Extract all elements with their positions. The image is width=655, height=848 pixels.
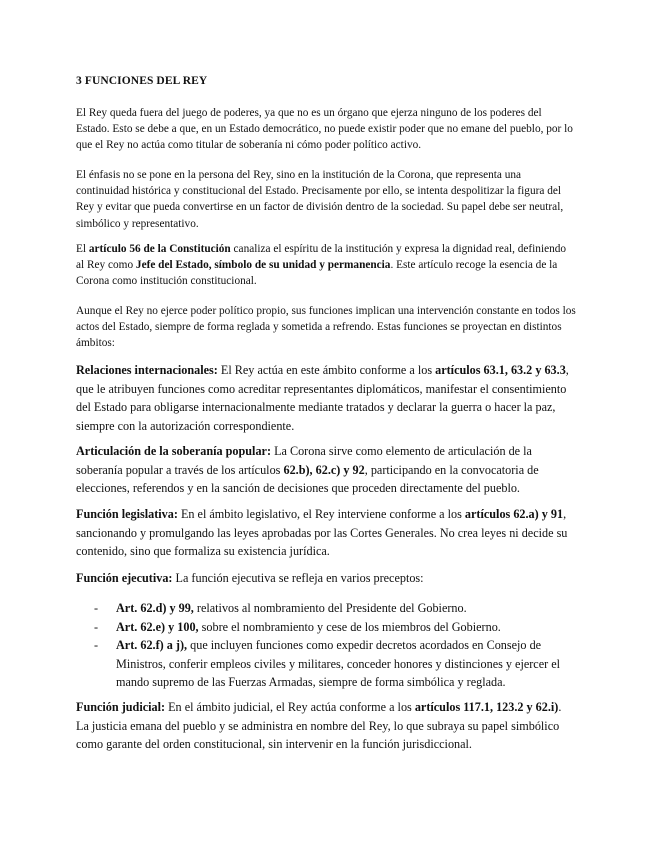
bold-run: Relaciones internacionales: xyxy=(76,363,218,377)
list-item xyxy=(76,636,576,692)
text-run: . Este artículo recoge la esencia de la Corona como institución constitucional. xyxy=(76,259,558,288)
bold-run: artículos 63.1, 63.2 y 63.3 xyxy=(435,363,566,377)
text-run: canaliza el espíritu de la institución y expresa la dignidad real, definiendo al Rey como xyxy=(76,243,567,272)
text-run: El xyxy=(76,243,89,255)
text-run: La función ejecutiva se refleja en varios preceptos: xyxy=(172,571,424,585)
dash-bullet: - xyxy=(94,619,99,634)
bold-run: Art. 62.d) y 99, xyxy=(116,601,194,615)
dash-bullet: - xyxy=(94,638,99,652)
paragraph-funcion-judicial xyxy=(76,698,576,754)
text-run: En el ámbito legislativo, el Rey interviene conforme a los xyxy=(177,507,465,521)
paragraph-intro: El Rey queda fuera del juego de poderes, ya que no es un órgano que ejerza ninguno de los poderes del Estado. Esto se debe a que, en un Estado democrático, no puede existir poder que no emane del pueblo, por lo que el Rey no actúa como titular de soberanía ni cómo poder político activo. xyxy=(76,107,573,152)
dash-bullet: - xyxy=(94,601,99,615)
text-run: relativos al nombramiento del Presidente del Gobierno. xyxy=(193,601,467,615)
bold-run: artículos 62.a) y 91 xyxy=(464,507,564,521)
text-run: La Corona sirve como elemento de articulación de la soberanía popular a través de los artículos xyxy=(76,444,532,477)
bold-run: Articulación de la soberanía popular: xyxy=(76,444,272,458)
text-run: , participando en la convocatoria de elecciones, referendos y en la sanción de decisiones que proceden directamente del pueblo. xyxy=(76,462,539,495)
text-run: , sancionando y promulgando las leyes aprobadas por las Cortes Generales. No crea leyes ni decide su contenido, sino que formaliza su existencia jurídica. xyxy=(76,507,568,558)
bold-run: 62.b), 62.c) y 92 xyxy=(283,462,365,477)
bold-run: artículos 117.1, 123.2 y 62.i) xyxy=(414,700,559,714)
bold-run: artículo 56 de la Constitución xyxy=(88,243,231,255)
bold-run: Art. 62.f) a j), xyxy=(116,638,188,652)
text-run: El Rey actúa en este ámbito conforme a los xyxy=(217,363,436,377)
section-heading: 3 FUNCIONES DEL REY xyxy=(76,75,208,87)
paragraph-corona: El énfasis no se pone en la persona del Rey, sino en la institución de la Corona, que representa una continuidad histórica y constitucional del Estado. Precisamente por ello, se intenta despolitizar la figura del Rey y evitar que pueda convertirse en un factor de división dentro de la sociedad. Su papel debe ser neutral, simbólico y representativo. xyxy=(76,169,564,230)
text-run: , que le atribuyen funciones como acreditar representantes diplomáticos, manifestar el consentimiento del Estado para obligarse internacionalmente mediante tratados y declarar la guerra o hacer la paz, siempre con la autorización correspondiente. xyxy=(76,363,569,433)
text-run: sobre el nombramiento y cese de los miembros del Gobierno. xyxy=(198,619,501,634)
bold-run: Jefe del Estado, símbolo de su unidad y permanencia xyxy=(135,259,391,272)
bold-run: Función ejecutiva: xyxy=(76,571,173,585)
bold-run: Función legislativa: xyxy=(76,507,178,521)
bold-run: Art. 62.e) y 100, xyxy=(116,619,199,634)
list-item xyxy=(76,618,576,637)
bold-run: Función judicial: xyxy=(76,700,166,714)
paragraph-funciones: Aunque el Rey no ejerce poder político propio, sus funciones implican una intervención constante en todos los actos del Estado, siempre de forma reglada y sometida a refrendo. Estas funciones se proyectan en distintos ámbitos: xyxy=(76,305,576,350)
paragraph-articulo-56 xyxy=(76,241,576,290)
list-item xyxy=(76,599,576,618)
paragraph-relaciones-internacionales xyxy=(76,361,576,435)
paragraph-funcion-legislativa xyxy=(76,505,576,561)
paragraph-funcion-ejecutiva xyxy=(76,569,576,588)
paragraph-soberania-popular xyxy=(76,442,576,498)
text-run: que incluyen funciones como expedir decretos acordados en Consejo de Ministros, conferir empleos civiles y militares, conceder honores y distinciones y ejercer el mando supremo de las Fuerzas Armadas, siempre de forma simbólica y reglada. xyxy=(116,638,561,689)
text-run: . La justicia emana del pueblo y se administra en nombre del Rey, lo que subraya su papel simbólico como garante del orden constitucional, sin intervenir en la función jurisdiccional. xyxy=(76,700,562,751)
text-run: En el ámbito judicial, el Rey actúa conforme a los xyxy=(165,700,415,714)
ejecutiva-list xyxy=(76,599,576,692)
